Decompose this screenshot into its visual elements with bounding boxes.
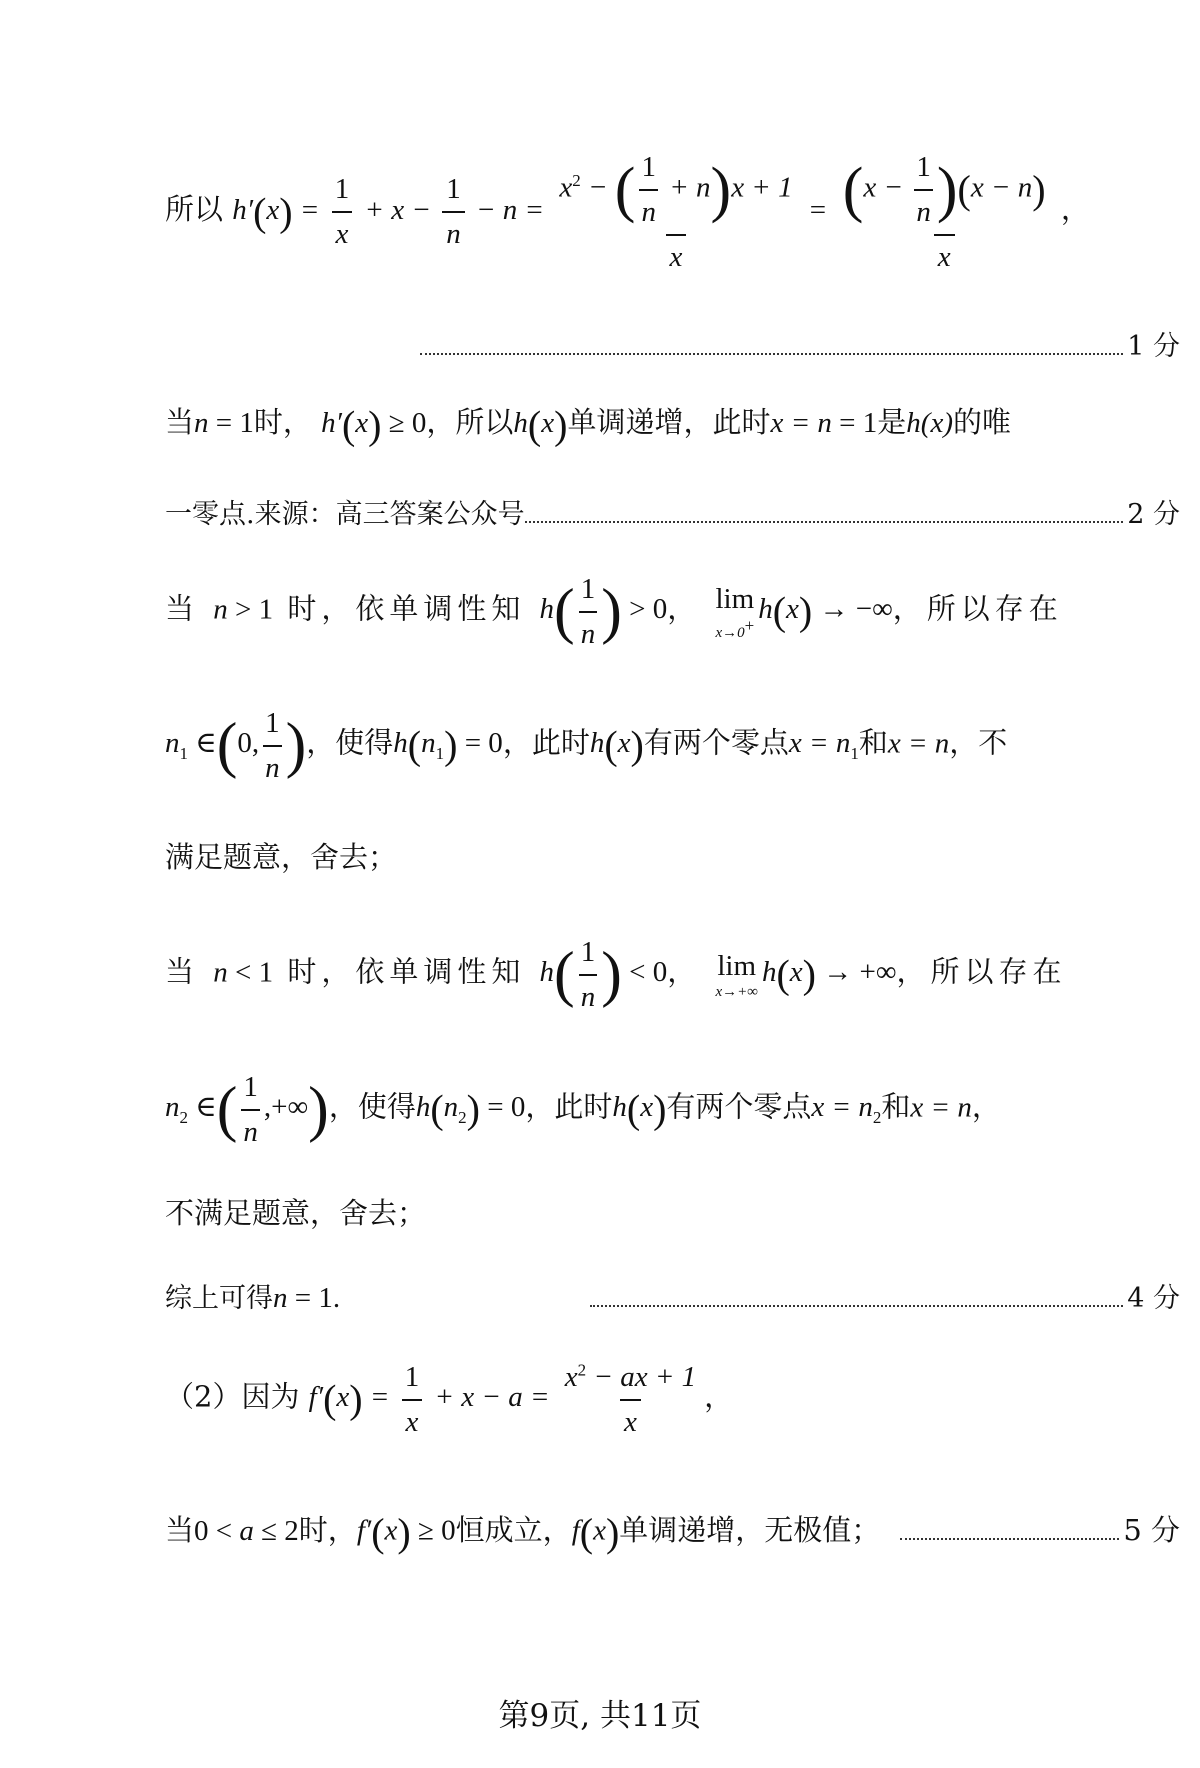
- math-expr: h(x): [589, 722, 644, 768]
- h-prime-equation: h′(x) = $\frac{1}{x}$ + x − $\frac{1}{n}$ − n = $x^2$ − ( $\frac{1}{n}$ + n)x + 1 x = (x − $\frac{1}{n}$ )(x − n) x: [232, 151, 1046, 273]
- math-expr: x = n: [887, 727, 950, 760]
- math-expr: h( $\frac{1}{n}$ ) > 0: [539, 573, 668, 650]
- math-expr: h(x): [906, 407, 953, 439]
- score-row-1: [420, 324, 1180, 363]
- text: 是: [877, 405, 907, 439]
- math-expr: $x = n_2$: [811, 1091, 882, 1128]
- math-expr: h(x): [612, 1086, 667, 1132]
- text-comma: ，: [1060, 191, 1090, 226]
- limit-expr: lim x→0+ h(x) → −∞: [715, 583, 893, 641]
- leader-dots: [420, 329, 1123, 355]
- math-expr: h( $\frac{1}{n}$ ) < 0: [539, 936, 668, 1013]
- score-row-5: [165, 1508, 1180, 1556]
- math-expr: $h(n_1) = 0$: [393, 722, 503, 768]
- f-prime-equation: f′(x) = $\frac{1}{x}$ + x − a = $\frac{x^2 - ax + 1}{x}$: [308, 1360, 697, 1438]
- text: ，: [971, 1089, 1001, 1124]
- leader-dots: [590, 1281, 1123, 1307]
- derivative-equation-line: [165, 150, 1200, 274]
- limit-expr: lim x→+∞ h(x) → +∞: [715, 950, 897, 1000]
- reject-line-1: [165, 840, 1200, 875]
- text: 单调递增，此时: [567, 405, 771, 439]
- text: 时，: [253, 405, 312, 439]
- text: ，使得: [328, 1089, 416, 1124]
- text: 满足题意，舍去；: [165, 840, 398, 874]
- math-expr: f′(x) ≥ 0: [356, 1510, 456, 1556]
- n2-interval-line: [165, 1070, 1200, 1150]
- leader-dots: [525, 497, 1124, 523]
- page-number: 第9页, 共11页: [498, 1698, 702, 1734]
- text: 当: [165, 954, 200, 989]
- text: 当: [165, 1513, 195, 1547]
- text: ，: [667, 954, 702, 989]
- math-expr: x = n: [910, 1091, 972, 1124]
- text: ，所以存在: [896, 954, 1067, 989]
- text: ，: [667, 591, 702, 626]
- text: 当: [165, 405, 195, 439]
- score-row-2: [165, 492, 1180, 531]
- text: ，: [704, 1379, 734, 1414]
- text: ，不: [949, 725, 1008, 760]
- text: 综上可得: [165, 1283, 273, 1314]
- text: 有两个零点: [643, 725, 789, 760]
- text: 的唯: [952, 405, 1011, 439]
- text: 和: [881, 1089, 911, 1124]
- text-so: 所以: [165, 191, 224, 226]
- text: ，此时: [525, 1089, 613, 1124]
- text: 单调递增，无极值；: [619, 1513, 881, 1547]
- text: ，使得: [306, 725, 394, 760]
- math-expr: n = 1.: [273, 1282, 341, 1314]
- score-label: 1 分: [1127, 331, 1180, 362]
- text: 有两个零点: [666, 1089, 812, 1124]
- math-expr: $x = n_1$: [788, 727, 859, 764]
- math-expr: $n_2$ ∈( $\frac{1}{n}$ ,+∞): [165, 1071, 329, 1148]
- case-n-greater-1-line: [165, 572, 1200, 652]
- text: （2）因为: [165, 1379, 300, 1414]
- score-label: 4 分: [1127, 1283, 1180, 1314]
- text: ，此时: [502, 725, 590, 760]
- math-expr: $h(n_2) = 0$: [415, 1086, 526, 1132]
- text: 时，依单调性知: [287, 591, 526, 626]
- math-expr: x = n = 1: [770, 407, 878, 439]
- text: 当: [165, 591, 200, 626]
- case-n-equals-1-line: [165, 402, 1200, 448]
- text: 不满足题意，舍去；: [165, 1196, 427, 1230]
- case-n-less-1-line: [165, 935, 1200, 1015]
- unique-zero-text: 一零点.来源：高三答案公众号: [165, 499, 525, 530]
- math-expr: n > 1: [213, 593, 274, 626]
- math-expr: f(x): [571, 1510, 620, 1556]
- math-expr: 0 < a ≤ 2: [194, 1515, 299, 1547]
- text: 时，依单调性知: [287, 954, 526, 989]
- part2-derivative-line: [165, 1360, 1200, 1440]
- leader-dots: [900, 1512, 1119, 1540]
- score-label: 5 分: [1123, 1513, 1180, 1547]
- text: 和: [858, 725, 888, 760]
- score-label: 2 分: [1127, 499, 1180, 530]
- text: ，所以存在: [892, 591, 1063, 626]
- score-row-4: [165, 1276, 1180, 1315]
- math-expr: $n_1$ ∈(0, $\frac{1}{n}$ ): [165, 707, 307, 784]
- text: 恒成立，: [455, 1513, 572, 1547]
- math-expr: n < 1: [213, 956, 274, 989]
- reject-line-2: [165, 1196, 1200, 1231]
- n1-interval-line: [165, 706, 1200, 786]
- math-expr: h′(x) ≥ 0: [321, 402, 427, 448]
- text: ，所以: [426, 405, 514, 439]
- text: 时，: [298, 1513, 357, 1547]
- math-expr: n = 1: [194, 407, 254, 439]
- math-expr: h(x): [513, 402, 568, 448]
